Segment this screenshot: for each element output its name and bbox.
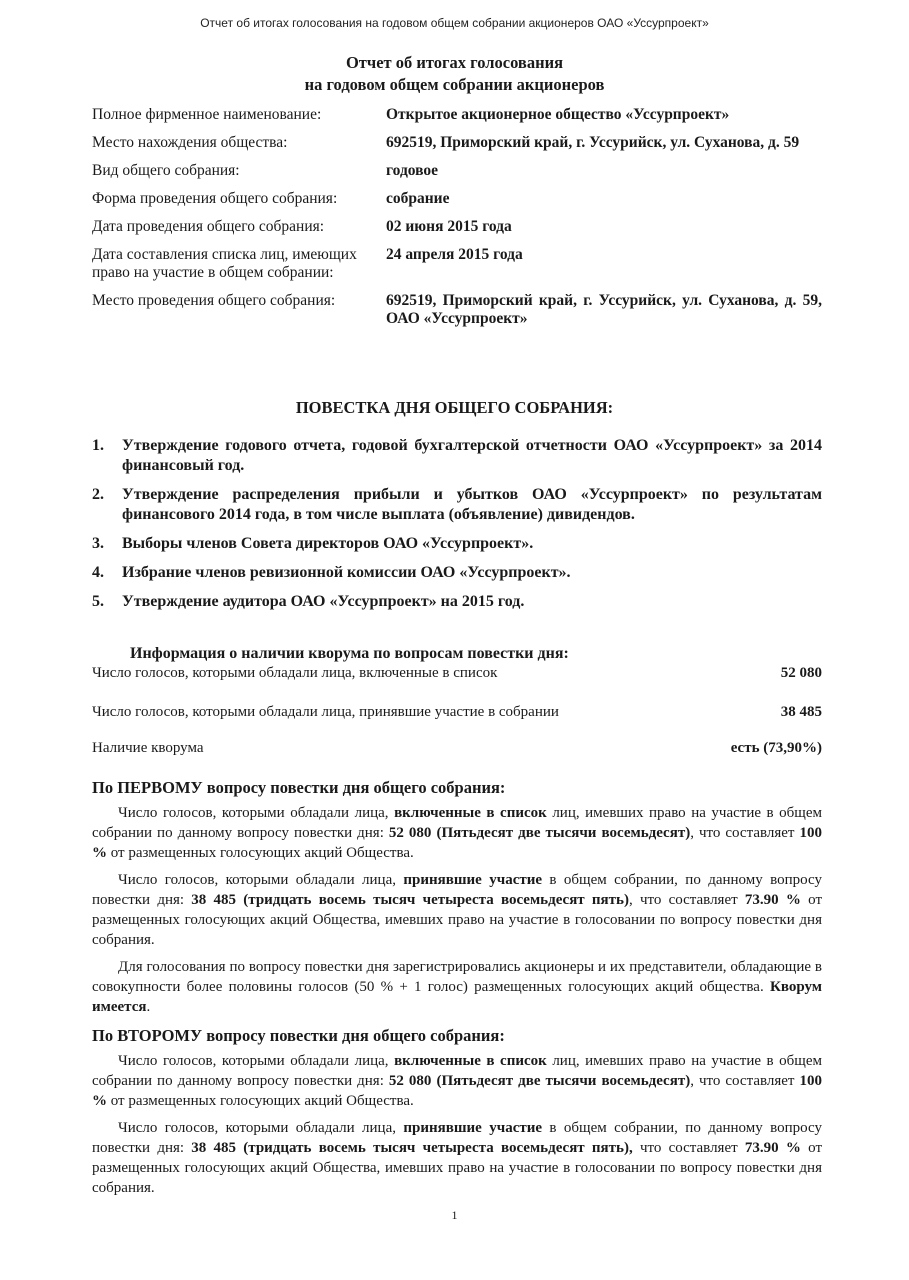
section-question-2 [92, 1026, 822, 1205]
info-row [92, 292, 822, 328]
info-value: 692519, Приморский край, г. Уссурийск, ул. Суханова, д. 59, ОАО «Уссурпроект» [386, 292, 822, 327]
text-run: от размещенных голосующих акций Общества, имевших право на участие в голосовании по вопросу повестки дня собрания. [92, 892, 823, 948]
text-run: , что составляет [628, 892, 745, 908]
text-run: лиц, имевших право на участие в общем собрании по данному вопросу повестки дня: [92, 805, 822, 841]
text-run: в общем собрании, по данному вопросу повестки дня: [92, 872, 822, 908]
info-value: Открытое акционерное общество «Уссурпроект» [386, 106, 730, 123]
page-number: 1 [451, 1208, 458, 1222]
text-run: Число голосов, которыми обладали лица, [118, 1120, 404, 1136]
text-run: , что составляет [690, 1073, 800, 1089]
quorum-row [92, 665, 822, 682]
section-paragraph [92, 803, 822, 863]
text-run: Число голосов, которыми обладали лица, [118, 805, 395, 821]
agenda-title: ПОВЕСТКА ДНЯ ОБЩЕГО СОБРАНИЯ: [295, 398, 614, 417]
quorum-value: 52 080 [780, 665, 822, 681]
quorum-row [92, 704, 822, 721]
agenda-text: Выборы членов Совета директоров ОАО «Уссурпроект». [122, 535, 534, 552]
agenda-number: 4. [92, 564, 104, 581]
info-value: собрание [386, 190, 450, 207]
info-label: Место проведения общего собрания: [92, 292, 336, 309]
text-run: . [146, 999, 151, 1015]
bold-text: принявшие участие [403, 1120, 543, 1136]
info-label: Вид общего собрания: [92, 162, 240, 179]
section-paragraph [92, 1051, 822, 1111]
info-row [92, 162, 822, 180]
text-run: лиц, имевших право на участие в общем собрании по данному вопросу повестки дня: [92, 1053, 822, 1089]
agenda-number: 5. [92, 593, 104, 610]
quorum-label: Наличие кворума [92, 740, 204, 756]
agenda-list [92, 436, 822, 621]
bold-text: 38 485 (тридцать восемь тысяч четыреста восемьдесят пять), [191, 1140, 633, 1156]
title-line-1: Отчет об итогах голосования [345, 53, 564, 72]
agenda-text: Утверждение распределения прибыли и убытков ОАО «Уссурпроект» по результатам финансового 2014 года, в том числе выплата (объявление) дивидендов. [122, 486, 822, 523]
bold-text: 52 080 (Пятьдесят две тысячи восемьдесят) [388, 825, 691, 841]
title-line-2: на годовом общем собрании акционеров [304, 75, 605, 94]
quorum-row [92, 740, 822, 757]
agenda-text: Избрание членов ревизионной комиссии ОАО «Уссурпроект». [122, 564, 571, 581]
info-row [92, 134, 822, 152]
agenda-text: Утверждение аудитора ОАО «Уссурпроект» на 2015 год. [122, 593, 525, 610]
text-run: от размещенных голосующих акций Общества. [107, 1093, 414, 1109]
text-run: Число голосов, которыми обладали лица, [118, 872, 404, 888]
section-paragraph [92, 957, 822, 1017]
info-row [92, 246, 822, 282]
info-label: Место нахождения общества: [92, 134, 288, 151]
quorum-value: 38 485 [780, 704, 822, 720]
info-value: 24 апреля 2015 года [386, 246, 523, 263]
bold-text: принявшие участие [403, 872, 543, 888]
section-paragraph [92, 870, 822, 950]
bold-text: 100 % [92, 1073, 822, 1109]
agenda-number: 3. [92, 535, 104, 552]
text-run: , что составляет [690, 825, 800, 841]
quorum-value: есть (73,90%) [730, 740, 822, 756]
running-header: Отчет об итогах голосования на годовом общем собрании акционеров ОАО «Уссурпроект» [200, 16, 709, 30]
text-run: от размещенных голосующих акций Общества. [107, 845, 414, 861]
meeting-info [92, 106, 822, 338]
agenda-item [92, 534, 822, 554]
bold-text: 52 080 (Пятьдесят две тысячи восемьдесят) [388, 1073, 691, 1089]
info-label: Дата составления списка лиц, имеющих право на участие в общем собрании: [92, 246, 357, 281]
agenda-item [92, 485, 822, 525]
info-value: годовое [386, 162, 439, 179]
text-run: Число голосов, которыми обладали лица, [118, 1053, 395, 1069]
agenda-item [92, 563, 822, 583]
info-value: 692519, Приморский край, г. Уссурийск, ул. Суханова, д. 59 [386, 134, 800, 151]
text-run: от размещенных голосующих акций Общества, имевших право на участие в голосовании по вопросу повестки дня собрания. [92, 1140, 823, 1196]
text-run: в общем собрании, по данному вопросу повестки дня: [92, 1120, 822, 1156]
info-label: Полное фирменное наименование: [92, 106, 322, 123]
document-title [0, 52, 909, 96]
agenda-item [92, 436, 822, 476]
quorum-label: Число голосов, которыми обладали лица, принявшие участие в собрании [92, 704, 559, 720]
bold-text: включенные в список [394, 805, 547, 821]
bold-text: Кворум имеется [92, 979, 822, 1015]
quorum-title: Информация о наличии кворума по вопросам повестки дня: [130, 645, 569, 662]
bold-text: включенные в список [394, 1053, 547, 1069]
text-run: что составляет [632, 1140, 745, 1156]
text-run: Для голосования по вопросу повестки дня зарегистрировались акционеры и их представители, обладающие в совокупности более половины голосов (50 % + 1 голос) размещенных голосующих акций общества. [92, 959, 822, 995]
info-row [92, 106, 822, 124]
info-row [92, 218, 822, 236]
info-value: 02 июня 2015 года [386, 218, 512, 235]
agenda-text: Утверждение годового отчета, годовой бухгалтерской отчетности ОАО «Уссурпроект» за 2014 финансовый год. [122, 437, 822, 474]
section-paragraph [92, 1118, 822, 1198]
info-row [92, 190, 822, 208]
bold-text: 100 % [92, 825, 822, 861]
agenda-item [92, 592, 822, 612]
info-label: Форма проведения общего собрания: [92, 190, 338, 207]
agenda-number: 1. [92, 437, 104, 454]
section-heading: По ВТОРОМУ вопросу повестки дня общего собрания: [92, 1026, 505, 1045]
bold-text: 73.90 % [744, 892, 801, 908]
section-question-1 [92, 778, 822, 1024]
section-heading: По ПЕРВОМУ вопросу повестки дня общего собрания: [92, 778, 506, 797]
bold-text: 38 485 (тридцать восемь тысяч четыреста восемьдесят пять) [191, 892, 629, 908]
bold-text: 73.90 % [744, 1140, 801, 1156]
agenda-number: 2. [92, 486, 104, 503]
info-label: Дата проведения общего собрания: [92, 218, 325, 235]
quorum-label: Число голосов, которыми обладали лица, включенные в список [92, 665, 498, 681]
